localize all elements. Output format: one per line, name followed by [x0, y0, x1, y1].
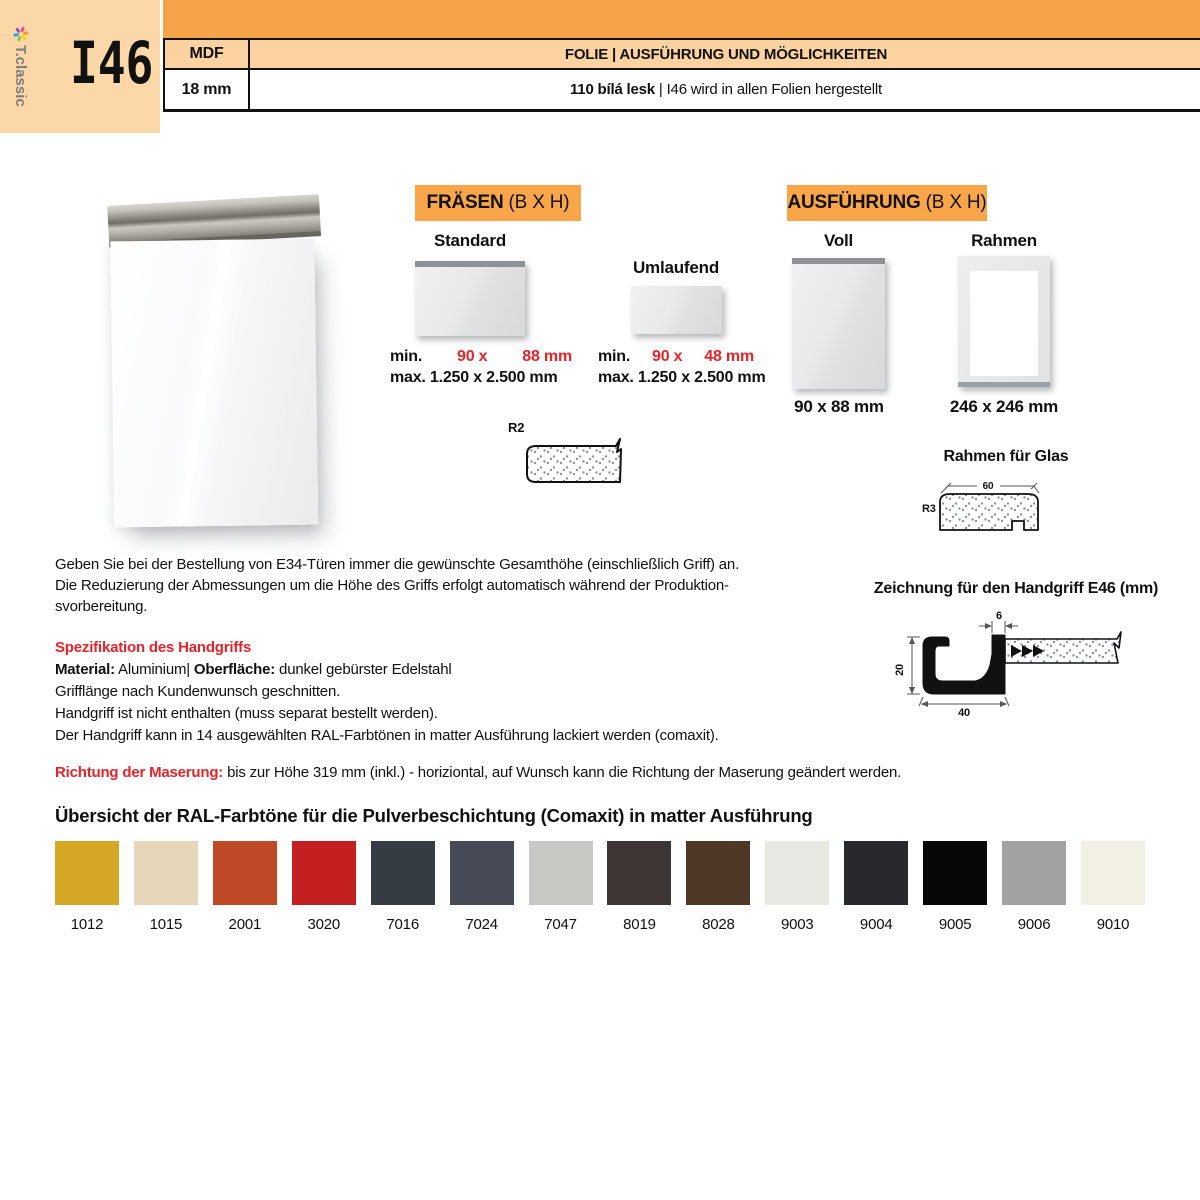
ral-swatch-label: 7047	[544, 916, 577, 933]
ausfuehrung-section-title	[787, 185, 987, 221]
handle-dim-top: 6	[996, 610, 1002, 622]
ral-swatch-color	[292, 841, 356, 905]
handle-dim-bottom: 40	[958, 707, 970, 718]
ral-swatch	[686, 841, 750, 933]
handle-spec-line: Handgriff ist nicht enthalten (muss separat bestellt werden).	[55, 705, 438, 722]
door-panel	[110, 239, 318, 528]
brand-logo	[12, 26, 29, 107]
ral-swatch-color	[55, 841, 119, 905]
door-handle	[107, 194, 321, 244]
rahmen-diagram	[958, 256, 1050, 387]
ral-swatch-label: 7024	[465, 916, 498, 933]
standard-min-label: min.	[390, 348, 423, 365]
ral-swatch-label: 2001	[228, 916, 262, 933]
standard-min-width: 90 x	[457, 348, 488, 365]
surface-label: Oberfläche:	[193, 661, 276, 678]
folie-value-cell	[250, 70, 1200, 109]
product-photo	[102, 190, 327, 531]
intro-line: Geben Sie bei der Bestellung von E34-Türen immer die gewünschte Gesamthöhe (einschließlich Griff) an.	[55, 556, 740, 573]
handle-spec-line: Grifflänge nach Kundenwunsch geschnitten.	[55, 683, 341, 700]
voll-label: Voll	[823, 231, 854, 250]
ral-swatch-label: 9003	[781, 916, 814, 933]
ral-swatch-color	[844, 841, 908, 905]
ral-swatch	[844, 841, 908, 933]
standard-diagram	[415, 261, 525, 336]
handle-drawing-title: Zeichnung für den Handgriff E46 (mm)	[873, 580, 1159, 597]
ral-swatch	[292, 841, 356, 933]
ral-swatch	[213, 841, 277, 933]
material-value: Aluminium|	[114, 661, 194, 678]
ral-swatch-color	[371, 841, 435, 905]
ral-overview-title: Übersicht der RAL-Farbtöne für die Pulverbeschichtung (Comaxit) in matter Ausführung	[55, 805, 813, 826]
umlaufend-diagram	[631, 286, 722, 334]
surface-value: dunkel gebürster Edelstahl	[275, 661, 452, 678]
rahmen-label: Rahmen	[971, 231, 1037, 250]
r3-label: R3	[922, 503, 936, 515]
ral-swatch-label: 1015	[149, 916, 183, 933]
ral-swatch-color	[213, 841, 277, 905]
ral-swatch-label: 1012	[70, 916, 104, 933]
intro-paragraph	[55, 554, 739, 617]
ral-swatch-color	[607, 841, 671, 905]
ral-swatch-label: 8028	[702, 916, 735, 933]
umlaufend-max-dims: max. 1.250 x 2.500 mm	[598, 369, 766, 386]
spec-table-header-row	[165, 38, 1200, 70]
ral-swatch	[450, 841, 514, 933]
ral-swatch	[134, 841, 198, 933]
handle-profile-drawing	[893, 610, 1143, 718]
ral-swatch-label: 3020	[307, 916, 341, 933]
standard-max-dims: max. 1.250 x 2.500 mm	[390, 369, 558, 386]
handle-spec-block	[55, 637, 719, 747]
handle-spec-line: Der Handgriff kann in 14 ausgewählten RAL-Farbtönen in matter Ausführung lackiert werden (comaxit).	[55, 727, 719, 744]
thickness-cell: 18 mm	[165, 70, 250, 109]
ausfuehrung-title-bold: AUSFÜHRUNG	[787, 192, 921, 213]
ral-swatch	[1002, 841, 1066, 933]
handle-spec-title: Spezifikation des Handgriffs	[55, 639, 252, 656]
ral-swatch	[529, 841, 593, 933]
grain-direction-text: bis zur Höhe 319 mm (inkl.) - horiziontal, auf Wunsch kann die Richtung der Maserung geändert werden.	[223, 764, 902, 781]
ral-swatch-color	[923, 841, 987, 905]
ral-swatch-color	[529, 841, 593, 905]
ausfuehrung-title-suffix: (B X H)	[920, 192, 987, 213]
ral-swatch-label: 8019	[623, 916, 656, 933]
umlaufend-min-height: 48 mm	[704, 348, 754, 365]
handle-dim-left: 20	[894, 664, 906, 676]
ral-swatch	[55, 841, 119, 933]
r2-profile-drawing	[520, 438, 632, 486]
ral-swatch	[371, 841, 435, 933]
brand-block	[0, 0, 160, 133]
fraesen-title-suffix: (B X H)	[503, 192, 570, 213]
intro-line: svorbereitung.	[55, 598, 148, 615]
fraesen-section-title	[415, 185, 581, 221]
ral-swatch	[1081, 841, 1145, 933]
r2-label: R2	[508, 420, 525, 435]
voll-handle-strip	[792, 258, 885, 264]
fraesen-title-bold: FRÄSEN	[426, 192, 504, 213]
ral-swatch-label: 9010	[1096, 916, 1130, 933]
ral-swatch-label: 7016	[386, 916, 419, 933]
material-header-cell: MDF	[165, 40, 250, 68]
rahmen-diagram-opening	[970, 271, 1038, 376]
ral-swatch-label: 9005	[938, 916, 972, 933]
ral-swatch	[765, 841, 829, 933]
ral-swatch-row	[55, 841, 1145, 933]
voll-size: 90 x 88 mm	[794, 397, 884, 416]
ral-swatch-label: 9006	[1017, 916, 1051, 933]
umlaufend-min-label: min.	[598, 348, 631, 365]
standard-label: Standard	[433, 231, 507, 250]
umlaufend-min-width: 90 x	[652, 348, 683, 365]
umlaufend-label: Umlaufend	[632, 258, 720, 277]
ral-swatch-color	[686, 841, 750, 905]
grain-direction-label: Richtung der Maserung:	[55, 764, 224, 781]
ral-swatch	[923, 841, 987, 933]
spec-table-value-row	[165, 70, 1200, 112]
intro-line: Die Reduzierung der Abmessungen um die Höhe des Griffs erfolgt automatisch während der Produktion-	[55, 577, 729, 594]
r3-profile-drawing	[922, 474, 1057, 536]
ral-swatch-color	[1002, 841, 1066, 905]
standard-handle-strip	[415, 261, 525, 267]
header-band	[163, 0, 1200, 38]
grain-direction-line	[55, 764, 901, 781]
folie-header-cell: FOLIE | AUSFÜHRUNG UND MÖGLICHKEITEN	[564, 45, 888, 63]
rahmen-glas-title: Rahmen für Glas	[943, 448, 1069, 465]
umlaufend-min-dims	[598, 348, 754, 366]
rahmen-size: 246 x 246 mm	[949, 397, 1059, 416]
glas-width-dim: 60	[982, 481, 994, 492]
pinwheel-logo-icon	[13, 26, 29, 42]
ral-swatch	[607, 841, 671, 933]
material-label: Material:	[55, 661, 115, 678]
standard-min-dims	[390, 348, 572, 366]
folie-value-rest: | I46 wird in allen Folien hergestellt	[654, 81, 883, 98]
product-code: I46	[70, 29, 154, 97]
ral-swatch-color	[1081, 841, 1145, 905]
ral-swatch-color	[450, 841, 514, 905]
ral-swatch-label: 9004	[859, 916, 893, 933]
spec-table	[163, 38, 1200, 112]
voll-diagram	[792, 258, 885, 389]
ral-swatch-color	[765, 841, 829, 905]
brand-logo-text: T.classic	[12, 45, 29, 107]
handle-spec-material-line	[55, 659, 719, 681]
ral-swatch-color	[134, 841, 198, 905]
standard-min-height: 88 mm	[522, 348, 572, 365]
folie-value-bold: 110 bílá lesk	[569, 81, 655, 98]
